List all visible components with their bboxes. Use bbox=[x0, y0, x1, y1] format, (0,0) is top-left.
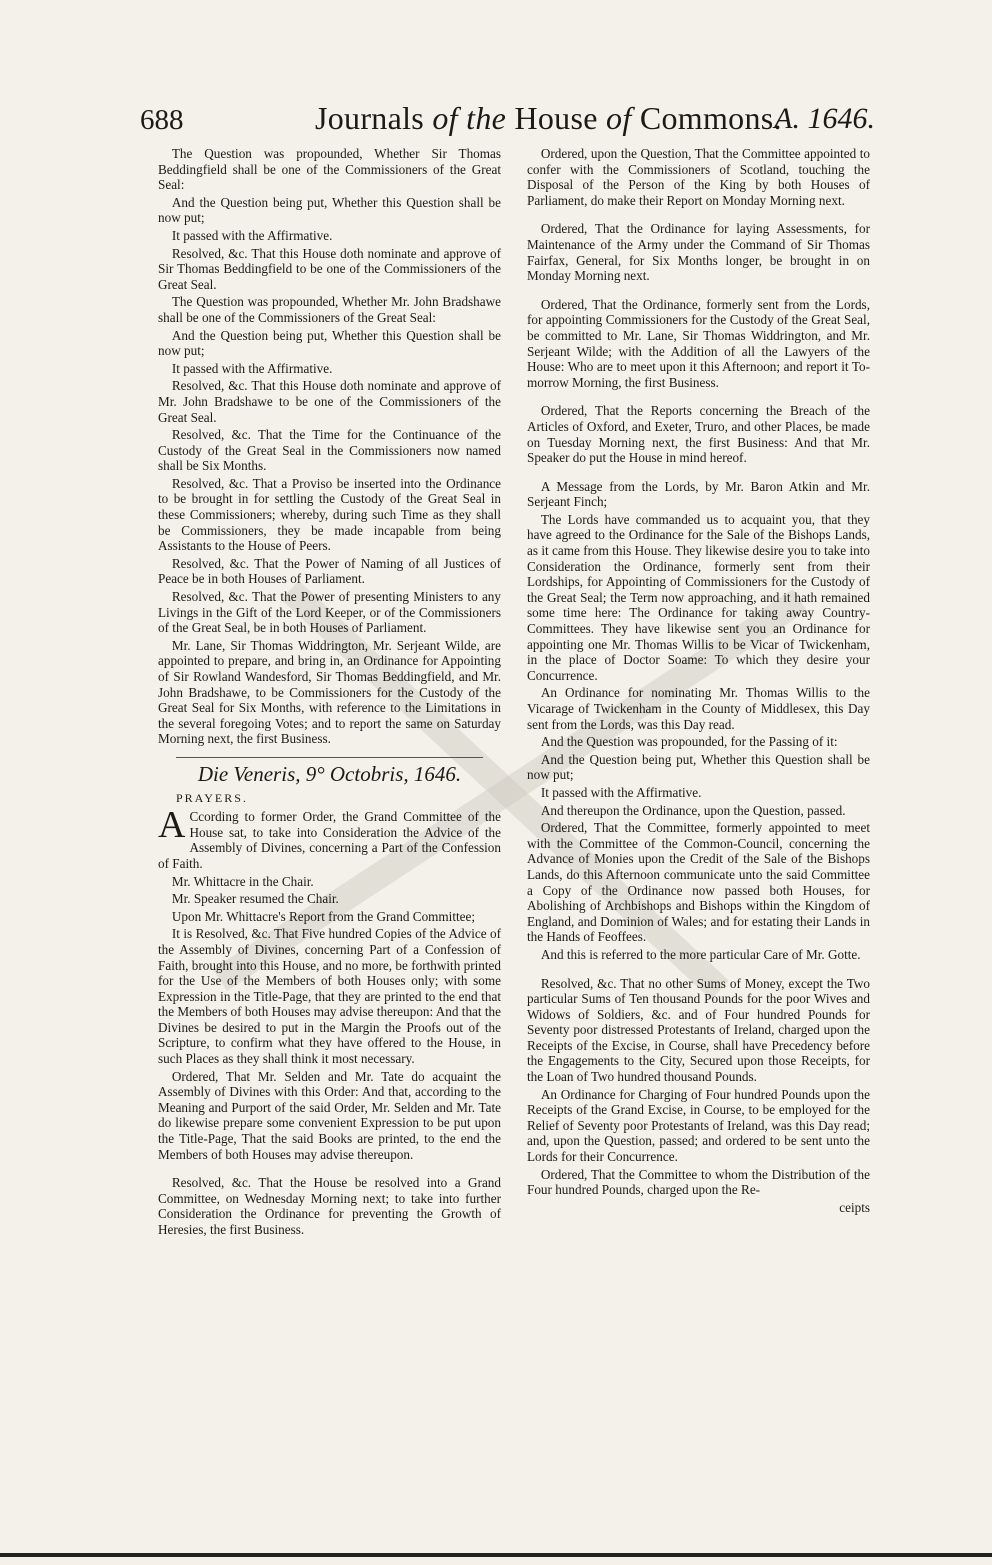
paragraph: Mr. Speaker resumed the Chair. bbox=[171, 891, 339, 907]
paragraph: Resolved, &c. That the Time for the Continuance of the Custody of the Great Seal in the Commissioners now named shall be Six Months. bbox=[158, 427, 501, 474]
paragraph: The Lords have commanded us to acquaint you, that they have agreed to the Ordinance for the Sale of the Bishops Lands, as it came from this House. They likewise desire you to take into Consideration the Ordinance, formerly sent from their Lordships, for Appointing of Commissioners for the Custody of the Great Seal; the Term now approaching, and it hath remained some time here: The Ordinance for taking away Country-Committees. They have likewise sent you an Ordinance for appointing one Mr. Thomas Willis to be Vicar of Twickenham, in the place of Doctor Soame: To which they desire your Concurrence. bbox=[527, 511, 870, 683]
section-divider bbox=[176, 757, 483, 758]
left-column bbox=[158, 146, 501, 1240]
drop-cap-text: Ccording to former Order, the Grand Committee of the House sat, to take into Consideration the Advice of the Assembly of Divines, concerning a Part of the Confession of Faith. bbox=[158, 809, 501, 871]
day-heading bbox=[158, 761, 501, 786]
paragraph: A Message from the Lords, by Mr. Baron Atkin and Mr. Serjeant Finch; bbox=[527, 478, 870, 510]
paragraph: And thereupon the Ordinance, upon the Question, passed. bbox=[540, 802, 846, 818]
paragraph: Ordered, That the Ordinance for laying Assessments, for Maintenance of the Army under the Command of Sir Thomas Fairfax, General, for Six Months longer, be brought in on Monday Morning next. bbox=[527, 221, 870, 284]
paragraph: It passed with the Affirmative. bbox=[171, 360, 333, 376]
paragraph: Upon Mr. Whittacre's Report from the Grand Committee; bbox=[171, 908, 476, 924]
paragraph: Resolved, &c. That the Power of presenting Ministers to any Livings in the Gift of the Lord Keeper, or of the Commissioners of the Great Seal, be in both Houses of Parliament. bbox=[158, 589, 501, 636]
prayers-label: PRAYERS. bbox=[176, 790, 248, 805]
paragraph: An Ordinance for nominating Mr. Thomas Willis to the Vicarage of Twickenham in the County of Middlesex, this Day sent from the Lords, was this Day read. bbox=[527, 685, 870, 732]
paragraph: The Question was propounded, Whether Sir Thomas Beddingfield shall be one of the Commissioners of the Great Seal: bbox=[158, 146, 501, 193]
right-column bbox=[527, 146, 870, 1217]
catchword: ceipts bbox=[839, 1199, 870, 1215]
paragraph: Mr. Lane, Sir Thomas Widdrington, Mr. Serjeant Wilde, are appointed to prepare, and bring in, an Ordinance for Appointing of Sir Rowland Wandesford, Sir Thomas Beddingfield, and Mr. John Bradshawe, to be Commissioners for the Custody of the Great Seal for Six Months, with reference to the Limitations in the several foregoing Votes; and to report the same on Saturday Morning next, the first Business. bbox=[158, 637, 501, 747]
paragraph: Resolved, &c. That no other Sums of Money, except the Two particular Sums of Ten thousand Pounds for the poor Wives and Widows of Soldiers, &c. and of Four hundred Pounds for Seventy poor distressed Protestants of Ireland, charged upon the Receipts of the Excise, in Course, shall have Precedency before the Engagements to the City, Secured upon those Receipts, for the Loan of Two hundred thousand Pounds. bbox=[527, 975, 870, 1085]
paragraph: Ordered, upon the Question, That the Committee appointed to confer with the Commissioners of Scotland, touching the Disposal of the Person of the King by both Houses of Parliament, do make their Report on Monday Morning next. bbox=[527, 146, 870, 208]
paragraph: Ordered, That the Ordinance, formerly sent from the Lords, for appointing Commissioners for the Custody of the Great Seal, be committed to Mr. Lane, Sir Thomas Widdrington, and Mr. Serjeant Wilde; with the Addition of all the Lawyers of the House: Who are to meet upon it this Afternoon; and report it To-morrow Morning, the first Business. bbox=[527, 296, 870, 390]
paragraph: And this is referred to the more particular Care of Mr. Gotte. bbox=[540, 946, 861, 962]
paragraph: And the Question being put, Whether this Question shall be now put; bbox=[158, 327, 501, 359]
paragraph: Resolved, &c. That the House be resolved into a Grand Committee, on Wednesday Morning next; to take into further Consideration the Ordinance for preventing the Growth of Heresies, the first Business. bbox=[158, 1175, 501, 1237]
page-header bbox=[140, 100, 875, 144]
paragraph: Resolved, &c. That a Proviso be inserted into the Ordinance to be brought in for settling the Custody of the Great Seal in these Commissioners; whereby, during such Time as they shall be Commissioners, they be made incapable from being Assistants to the House of Peers. bbox=[158, 475, 501, 554]
paragraph-drop-cap bbox=[158, 804, 501, 871]
journal-title: Journals of the House of Commons. bbox=[315, 100, 782, 136]
paragraph: Resolved, &c. That the Power of Naming of all Justices of Peace be in both Houses of Parliament. bbox=[158, 555, 501, 587]
paragraph: Ordered, That Mr. Selden and Mr. Tate do acquaint the Assembly of Divines with this Order: And that, according to the Meaning and Purport of the said Order, Mr. Selden and Mr. Tate do likewise prepare some convenient Expression to be put upon the Title-Page, That the said Books are printed, to the end the Members of both Houses may advise thereupon. bbox=[158, 1068, 501, 1162]
paragraph: An Ordinance for Charging of Four hundred Pounds upon the Receipts of the Grand Excise, in Course, to be employed for the Relief of Seventy poor Protestants of Ireland, was this Day read; and, upon the Question, passed; and ordered to be sent unto the Lords for their Concurrence. bbox=[527, 1086, 870, 1165]
paragraph: Ordered, That the Committee to whom the Distribution of the Four hundred Pounds, charged upon the Re- bbox=[527, 1166, 870, 1198]
paragraph: And the Question being put, Whether this Question shall be now put; bbox=[158, 194, 501, 226]
paragraph: And the Question being put, Whether this Question shall be now put; bbox=[527, 751, 870, 783]
paragraph: Ordered, That the Reports concerning the Breach of the Articles of Oxford, and Exeter, Truro, and other Places, be made on Tuesday Morning next, the first Business: And that Mr. Speaker do put the House in mind hereof. bbox=[527, 403, 870, 466]
paragraph: Mr. Whittacre in the Chair. bbox=[171, 873, 314, 889]
drop-cap: A bbox=[158, 804, 186, 847]
paragraph: Ordered, That the Committee, formerly appointed to meet with the Committee of the Common-Council, concerning the Advance of Monies upon the Credit of the Sale of the Bishops Lands, do this Afternoon communicate unto the said Committee a Copy of the Ordinance now passed both Houses, for Abolishing of Archbishops and Bishops within the Kingdom of England, and Dominion of Wales; and for estating their Lands in the Hands of Feoffees. bbox=[527, 820, 870, 945]
page-number: 688 bbox=[140, 104, 184, 136]
paragraph: Resolved, &c. That this House doth nominate and approve of Sir Thomas Beddingfield to be one of the Commissioners of the Great Seal. bbox=[158, 245, 501, 292]
paragraph: It is Resolved, &c. That Five hundred Copies of the Advice of the Assembly of Divines, concerning Part of a Confession of Faith, brought into this House, and no more, be forthwith printed for the Use of the Members of both Houses only; with some Expression in the Title-Page, that they are printed to the end that the Members of both Houses may advise thereupon: And that the Divines be desired to put in the Margin the Proofs out of the Scripture, to confirm what they have offered to the House, in such Places as they shall think it most necessary. bbox=[158, 926, 501, 1067]
paragraph: It passed with the Affirmative. bbox=[171, 227, 333, 243]
year-heading: A. 1646. bbox=[774, 102, 875, 135]
paragraph: And the Question was propounded, for the Passing of it: bbox=[540, 734, 838, 750]
paragraph: The Question was propounded, Whether Mr. John Bradshawe shall be one of the Commissioners of the Great Seal: bbox=[158, 294, 501, 325]
page-bottom-edge bbox=[0, 1553, 992, 1557]
paragraph: Resolved, &c. That this House doth nominate and approve of Mr. John Bradshawe to be one of the Commissioners of the Great Seal. bbox=[158, 378, 501, 425]
day-heading-text: Die Veneris, 9° Octobris, 1646. bbox=[197, 761, 462, 786]
paragraph: It passed with the Affirmative. bbox=[540, 784, 702, 800]
